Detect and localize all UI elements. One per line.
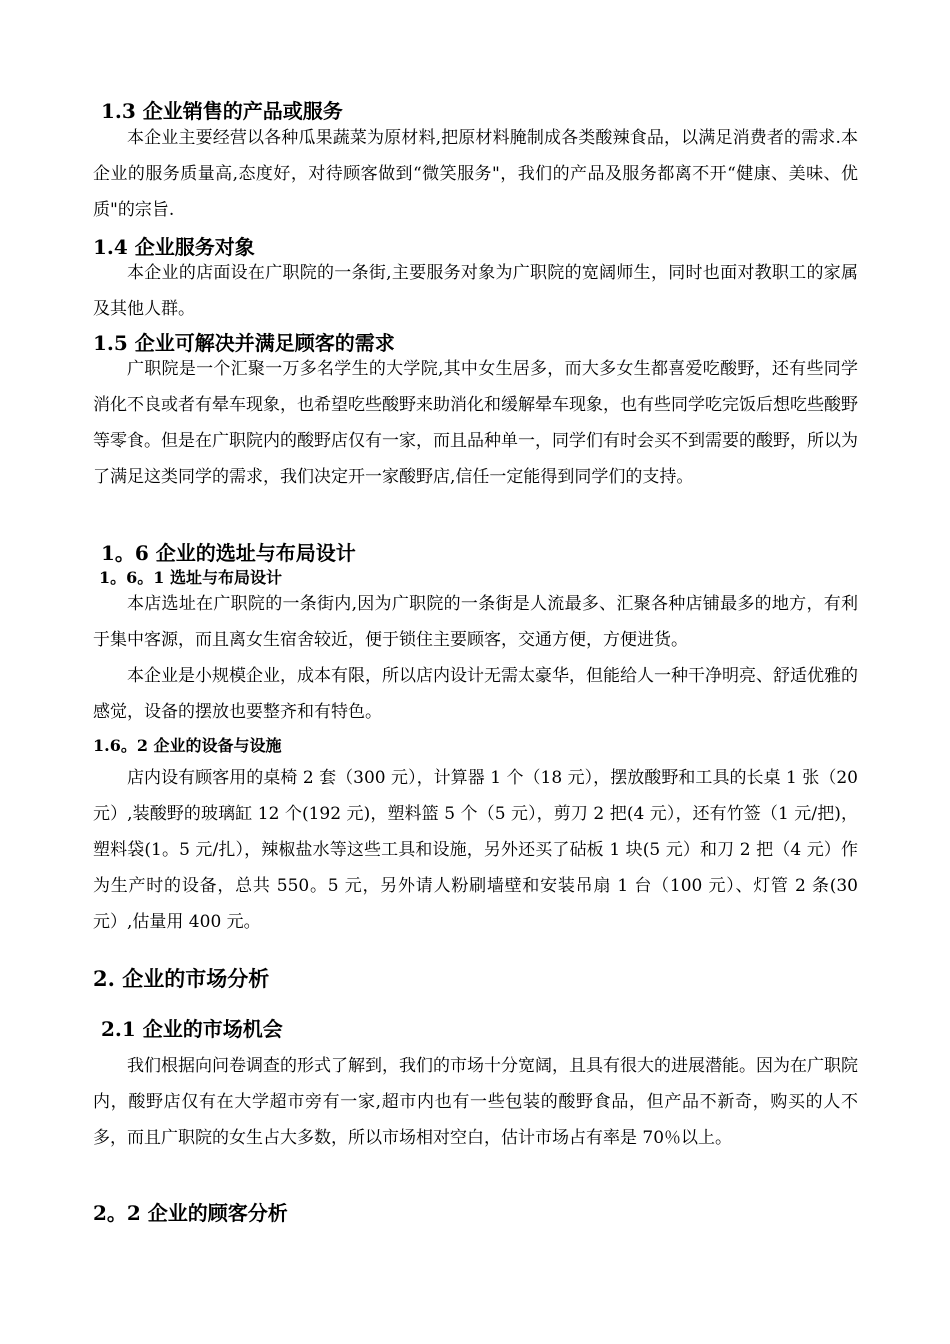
paragraph-market-opportunity: 我们根据向问卷调查的形式了解到，我们的市场十分宽阔，且具有很大的进展潜能。因为在广职院内，酸野店仅有在大学超市旁有一家,超市内也有一些包装的酸野食品，但产品不新奇，购买的人不多，而且广职院的女生占大多数，所以市场相对空白，估计市场占有率是 70％以上。 (93, 1056, 858, 1148)
paragraph-products-services: 本企业主要经营以各种瓜果蔬菜为原材料,把原材料腌制成各类酸辣食品，以满足消费者的需求.本企业的服务质量高,态度好，对待顾客做到“微笑服务"，我们的产品及服务都离不开“健康、美味、优质"的宗旨. (93, 128, 858, 220)
chapter-heading-2: 2. 企业的市场分析 (93, 966, 270, 991)
section-heading-2-1: 2.1 企业的市场机会 (101, 1017, 283, 1041)
paragraph-layout-design: 本企业是小规模企业，成本有限，所以店内设计无需太豪华，但能给人一种干净明亮、舒适优雅的感觉，设备的摆放也要整齐和有特色。 (93, 666, 858, 722)
paragraph-site-selection: 本店选址在广职院的一条街内,因为广职院的一条街是人流最多、汇聚各种店铺最多的地方，有利于集中客源，而且离女生宿舍较近，便于锁住主要顾客，交通方便，方便进货。 (93, 594, 858, 650)
section-heading-1-5: 1.5 企业可解决并满足顾客的需求 (93, 331, 395, 355)
subsection-heading-1-6-2: 1.6。2 企业的设备与设施 (93, 736, 282, 755)
section-heading-1-4: 1.4 企业服务对象 (93, 235, 255, 259)
paragraph-customer-needs: 广职院是一个汇聚一万多名学生的大学院,其中女生居多，而大多女生都喜爱吃酸野，还有些同学消化不良或者有晕车现象，也希望吃些酸野来助消化和缓解晕车现象，也有些同学吃完饭后想吃些酸野等零食。但是在广职院内的酸野店仅有一家，而且品种单一，同学们有时会买不到需要的酸野，所以为了满足这类同学的需求，我们决定开一家酸野店,信任一定能得到同学们的支持。 (93, 359, 858, 487)
paragraph-service-targets: 本企业的店面设在广职院的一条街,主要服务对象为广职院的宽阔师生，同时也面对教职工的家属及其他人群。 (93, 263, 858, 319)
paragraph-equipment-facilities: 店内设有顾客用的桌椅 2 套（300 元），计算器 1 个（18 元），摆放酸野和工具的长桌 1 张（20 元）,装酸野的玻璃缸 12 个(192 元)，塑料篮 5 个（5 元），剪刀 2 把(4 元），还有竹签（1 元/把)，塑料袋(1。5 元/扎），辣椒盐水等这些工具和设施，另外还买了砧板 1 块(5 元）和刀 2 把（4 元）作为生产时的设备，总共 550。5 元，另外请人粉刷墙壁和安装吊扇 1 台（100 元）、灯管 2 条(30 元）,估量用 400 元。 (93, 768, 858, 932)
section-heading-2-2: 2。2 企业的顾客分析 (93, 1201, 288, 1225)
section-heading-1-3: 1.3 企业销售的产品或服务 (101, 99, 343, 123)
section-heading-1-6: 1。6 企业的选址与布局设计 (101, 541, 356, 565)
subsection-heading-1-6-1: 1。6。1 选址与布局设计 (99, 568, 282, 587)
